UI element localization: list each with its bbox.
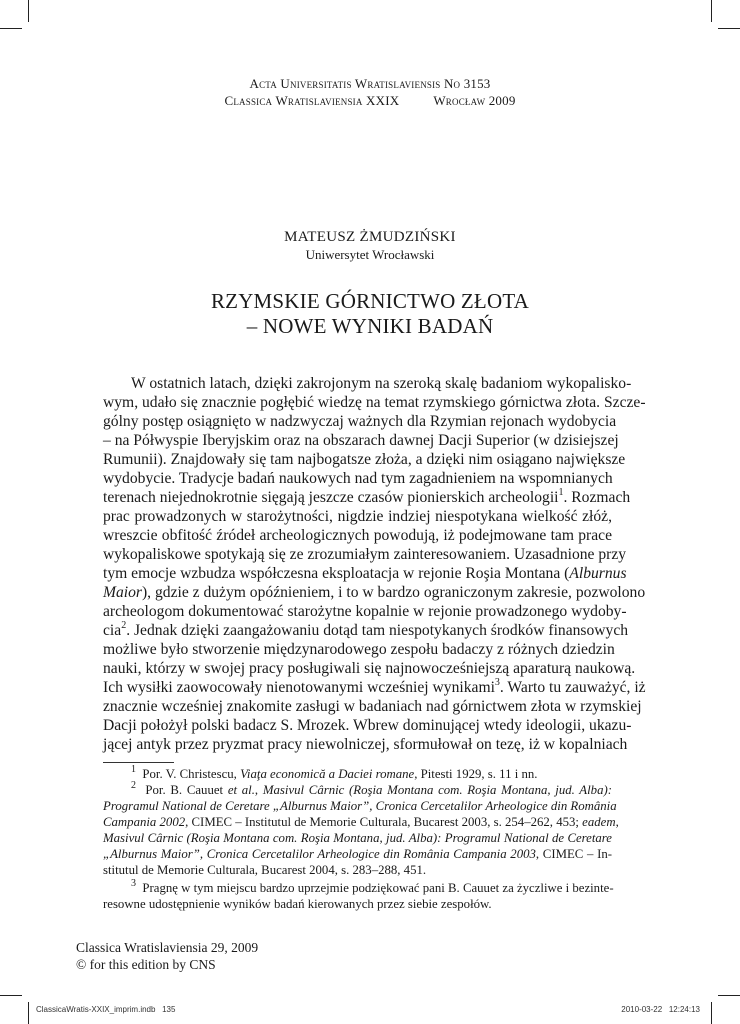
body-line: – na Półwyspie Iberyjskim oraz na obszarach dawnej Dacji Superior (w dzisiejszej	[103, 432, 619, 449]
crop-mark-bottom-right	[711, 1002, 712, 1024]
crop-mark-bottom-left	[28, 1002, 29, 1024]
footnote-2-line: Programul National de Ceretare „Alburnus Maior”, Cronica Cercetalilor Arheologice din România	[103, 799, 617, 813]
body-line: wym, udało się znacznie pogłębić wiedzę na temat rzymskiego górnictwa złota. Szcze-	[103, 394, 646, 411]
footnote-3: $^3$ Pragnę w tym miejscu bardzo uprzejmie podziękować pani B. Cauuet za życzliwe i bezinte-	[131, 877, 614, 895]
crop-mark-top-left	[28, 0, 29, 22]
footnote-ref-3[interactable]: 3	[494, 676, 500, 688]
body-italic: Alburnus	[569, 565, 627, 582]
body-line: wykopaliskowe spotykają się ze zrozumiałym zainteresowaniem. Uzasadnione przy	[103, 546, 627, 563]
crop-mark-top-right	[718, 28, 740, 29]
footnote-separator	[103, 762, 174, 763]
body-line: prac prowadzonych w starożytności, nigdzie indziej niespotykana wielkość złóż,	[103, 508, 612, 525]
footnote-ref-2[interactable]: 2	[121, 619, 127, 631]
body-italic: Maior	[103, 584, 142, 601]
crop-mark-bottom-left	[0, 995, 22, 996]
crop-mark-top-right	[711, 0, 712, 22]
footer-copyright: © for this edition by CNS	[76, 957, 216, 972]
body-text: . Rozmach	[563, 489, 631, 506]
body-text: . Warto tu zauważyć, iż	[499, 679, 646, 696]
body-line: W ostatnich latach, dzięki zakrojonym na szeroką skalę badaniom wykopalisko-	[131, 375, 632, 392]
body-line: wreszcie obfitość źródeł archeologicznych powodują, iż podejmowane tam prace	[103, 527, 612, 544]
body-text: tym emocje wzbudza współczesna eksploatacja w rejonie Roşia Montana (	[103, 565, 570, 582]
author-affiliation: Uniwersytet Wrocławski	[305, 247, 435, 262]
footnote-2-line: Masivul Cârnic (Roşia Montana com. Roşia Montana, jud. Alba): Programul National de Ceretare	[103, 831, 612, 845]
body-text: ), gdzie z dużym opóźnieniem, i to w bardzo ograniczonym zakresie, pozwolono	[141, 584, 646, 601]
footnote-number: 1	[131, 763, 136, 775]
journal-place-year: Wrocław 2009	[433, 93, 516, 108]
footnote-number: 2	[131, 779, 136, 791]
body-text: . Jednak dzięki zaangażowaniu dotąd tam niespotykanych środków finansowych	[126, 622, 629, 639]
body-text: Ich wysiłki zaowocowały nienotowanymi wcześniej wynikami	[103, 679, 495, 696]
body-line	[103, 619, 629, 640]
author-name: MATEUSZ ŻMUDZIŃSKI	[284, 229, 456, 245]
crop-mark-bottom-right	[718, 995, 740, 996]
body-text: terenach niejednokrotnie sięgają jeszcze czasów pionierskich archeologii	[103, 489, 559, 506]
body-line: Dacji położył polski badacz S. Mrozek. Wbrew dominującej wtedy ideologii, ukazu-	[103, 717, 632, 734]
journal-header-line2	[0, 93, 740, 109]
body-line: Rumunii). Znajdowały się tam najbogatsze złoża, a dzięki nim osiągano największe	[103, 451, 626, 468]
footnote-2-line: „Alburnus Maior”, Cronica Cercetalilor Arheologice din România Campania 2003, CIMEC – In-	[103, 847, 612, 861]
footnote-1: $^1$ Por. V. Christescu, Viaţa economică a Daciei romane, Pitesti 1929, s. 11 i nn.	[131, 763, 538, 781]
body-line: jącej antyk przez pryzmat pracy niewolniczej, sformułował on tezę, iż w kopalniach	[103, 736, 628, 753]
footnote-2-line: Campania 2002, CIMEC – Institutul de Memorie Culturala, Bucarest 2003, s. 254–262, 453; eadem,	[103, 815, 619, 829]
crop-mark-top-left	[0, 28, 22, 29]
footnote-3-line: resowne udostępnienie wyników badań kierowanych przez siebie zespołów.	[103, 897, 492, 911]
body-line: gólny postęp osiągnięto w nadzwyczaj ważnych dla Rzymian rejonach wydobycia	[103, 413, 617, 430]
body-line	[103, 564, 627, 583]
footnote-2: $^2$ Por. B. Cauuet et al., Masivul Cârnic (Roşia Montana com. Roşia Montana, jud. Alba):	[131, 779, 613, 797]
body-line: wydobycie. Tradycje badań naukowych nad tym zagadnieniem na wspomnianych	[103, 470, 613, 487]
footnote-ref-1[interactable]: 1	[558, 486, 564, 498]
journal-header-line1: Acta Universitatis Wratislaviensis No 3153	[249, 76, 491, 91]
body-line: możliwe było stworzenie międzynarodowego zespołu badaczy z różnych dziedzin	[103, 641, 615, 658]
body-line: nauki, którzy w swojej pracy posługiwali się najnowocześniejszą aparaturą naukową.	[103, 660, 636, 677]
body-line	[103, 486, 631, 507]
body-line	[103, 583, 646, 602]
print-slug-timestamp: 2010-03-22 12:24:13	[621, 1005, 700, 1014]
body-line: znacznie wcześniej znakomite zasługi w badaniach nad górnictwem złota w rzymskiej	[103, 698, 642, 715]
footnote-2-line: stitutul de Memorie Culturala, Bucarest 2004, s. 283–288, 451.	[103, 863, 427, 877]
footer-journal: Classica Wratislaviensia 29, 2009	[76, 940, 259, 955]
body-line: archeologom dokumentować starożytne kopalnie w rejonie prowadzonego wydoby-	[103, 603, 627, 620]
body-text: cia	[103, 622, 122, 639]
print-slug-file: ClassicaWratis-XXIX_imprim.indb 135	[36, 1005, 176, 1014]
body-line	[103, 676, 646, 697]
footnote-number: 3	[131, 877, 136, 889]
journal-series: Classica Wratislaviensia XXIX	[224, 93, 400, 108]
article-title-line1: RZYMSKIE GÓRNICTWO ZŁOTA	[210, 289, 530, 313]
article-title-line2: – NOWE WYNIKI BADAŃ	[246, 314, 494, 338]
